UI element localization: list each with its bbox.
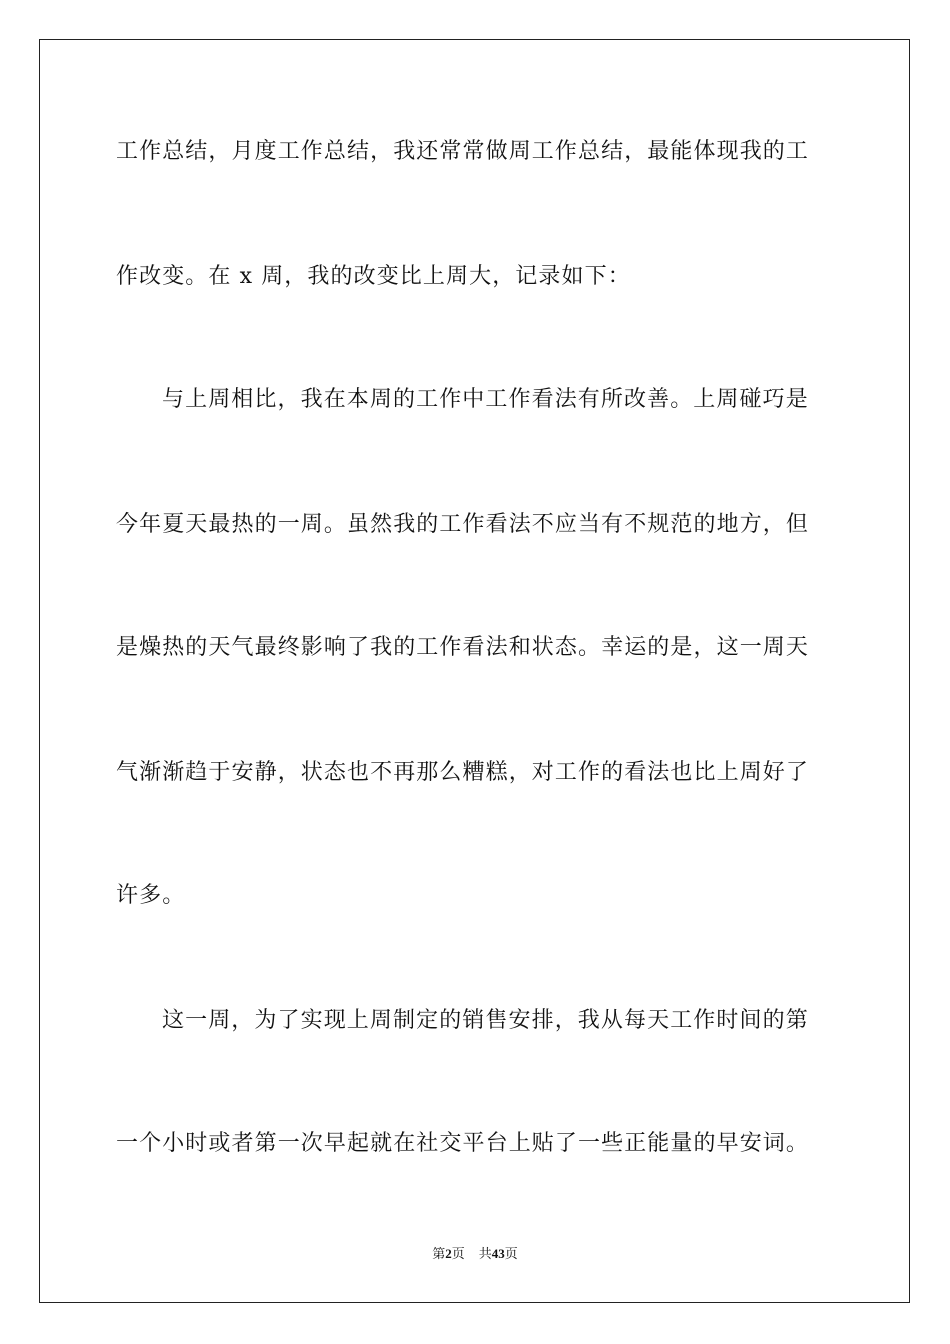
body-text-line: 今年夏天最热的一周。虽然我的工作看法不应当有不规范的地方，但 <box>116 512 810 537</box>
paragraph-first-line: 这一周，为了实现上周制定的销售安排，我从每天工作时间的第 <box>162 1008 809 1033</box>
page-prefix: 第 <box>432 1247 446 1262</box>
page-border <box>39 39 910 1303</box>
body-text-line: 许多。 <box>116 883 186 908</box>
paragraph-first-line: 与上周相比，我在本周的工作中工作看法有所改善。上周碰巧是 <box>162 387 809 412</box>
total-pages: 43 <box>491 1246 505 1261</box>
body-text-line: 气渐渐趋于安静，状态也不再那么糟糕，对工作的看法也比上周好了 <box>116 760 810 785</box>
total-prefix: 共 <box>478 1247 492 1262</box>
body-text-line: 作改变。在 x 周，我的改变比上周大，记录如下： <box>116 264 631 289</box>
page-suffix: 页 <box>451 1247 465 1262</box>
body-text-line: 一个小时或者第一次早起就在社交平台上贴了一些正能量的早安词。 <box>116 1131 810 1156</box>
page-footer <box>0 1245 950 1264</box>
body-text-line: 是燥热的天气最终影响了我的工作看法和状态。幸运的是，这一周天 <box>116 635 810 660</box>
total-suffix: 页 <box>504 1247 518 1262</box>
body-text-line: 工作总结，月度工作总结，我还常常做周工作总结，最能体现我的工 <box>116 139 810 164</box>
page-number: 2 <box>445 1246 452 1261</box>
